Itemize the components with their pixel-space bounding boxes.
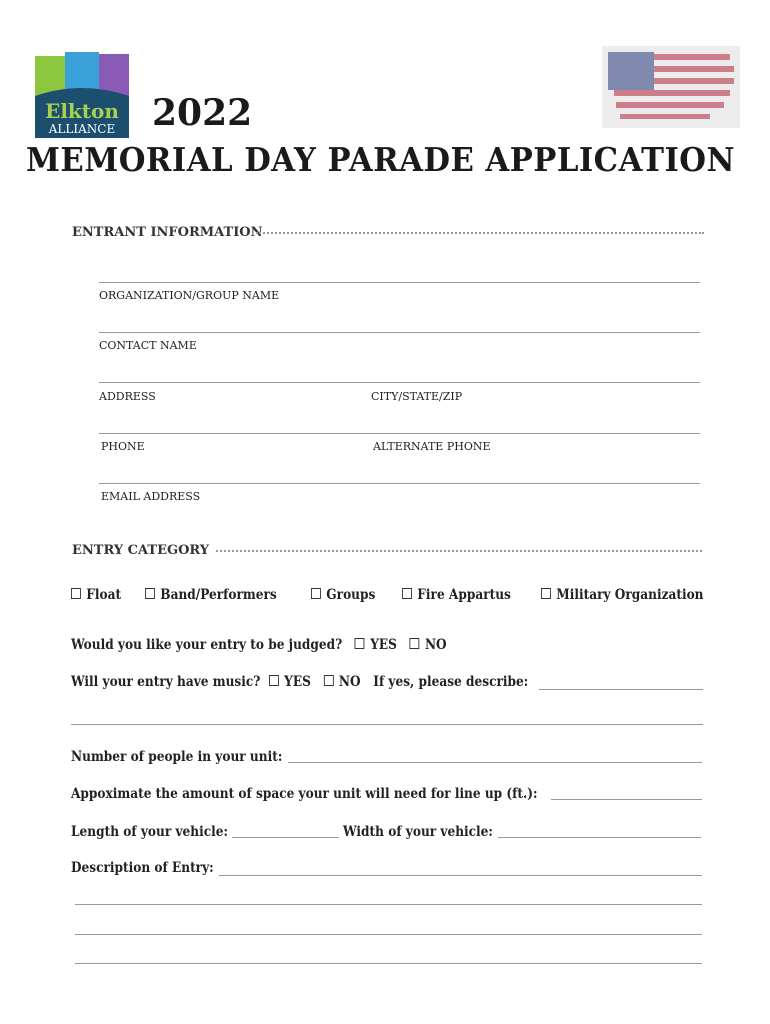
field-line [99, 332, 700, 333]
description-input-2[interactable] [75, 904, 702, 905]
phone-label: PHONE [101, 440, 145, 453]
page-title: MEMORIAL DAY PARADE APPLICATION [26, 140, 736, 179]
length-input[interactable] [232, 837, 339, 838]
category-military[interactable] [541, 587, 704, 603]
description-input-4[interactable] [75, 963, 702, 964]
description-input-3[interactable] [75, 934, 702, 935]
judged-yes-checkbox[interactable] [355, 638, 365, 649]
field-line [99, 282, 700, 283]
space-label: Appoximate the amount of space your unit will need for line up (ft.): [71, 786, 538, 802]
people-label: Number of people in your unit: [71, 749, 283, 765]
category-fire[interactable] [402, 587, 511, 603]
field-line [99, 433, 700, 434]
width-label: Width of your vehicle: [343, 824, 493, 840]
music-no-checkbox[interactable] [324, 675, 334, 686]
elkton-alliance-logo [33, 52, 131, 138]
email-label: EMAIL ADDRESS [101, 490, 201, 503]
option-label: Band/Performers [160, 587, 277, 603]
music-describe-input-2[interactable] [71, 724, 703, 725]
contact-name-label: CONTACT NAME [99, 339, 197, 352]
people-input[interactable] [288, 762, 702, 763]
option-label: Military Organization [556, 587, 704, 603]
svg-text:ALLIANCE: ALLIANCE [48, 122, 116, 136]
category-groups[interactable] [311, 587, 375, 603]
space-input[interactable] [551, 799, 702, 800]
description-input[interactable] [219, 875, 702, 876]
music-describe-label: If yes, please describe: [373, 674, 529, 690]
option-label: Float [86, 587, 122, 603]
year-heading: 2022 [152, 92, 253, 134]
divider [216, 550, 702, 552]
city-state-zip-label: CITY/STATE/ZIP [371, 390, 463, 403]
music-row [71, 674, 528, 690]
music-yes-checkbox[interactable] [269, 675, 279, 686]
field-line [99, 483, 700, 484]
checkbox[interactable] [541, 588, 551, 599]
option-label: Groups [326, 587, 376, 603]
org-name-label: ORGANIZATION/GROUP NAME [99, 289, 280, 302]
option-label: Fire Appartus [417, 587, 511, 603]
yes-label: YES [284, 674, 311, 690]
music-describe-input[interactable] [539, 689, 703, 690]
field-line [99, 382, 700, 383]
no-label: NO [338, 674, 361, 690]
category-float[interactable] [71, 587, 121, 603]
checkbox[interactable] [145, 588, 155, 599]
checkbox[interactable] [311, 588, 321, 599]
entrant-section-heading: ENTRANT INFORMATION [72, 225, 263, 240]
judged-no-checkbox[interactable] [410, 638, 420, 649]
american-flag-image [602, 46, 740, 128]
category-section-heading: ENTRY CATEGORY [72, 543, 210, 558]
category-band[interactable] [145, 587, 277, 603]
judged-question: Would you like your entry to be judged? [71, 637, 343, 653]
svg-text:Elkton: Elkton [45, 99, 119, 123]
checkbox[interactable] [402, 588, 412, 599]
checkbox[interactable] [71, 588, 81, 599]
description-label: Description of Entry: [71, 860, 214, 876]
music-question: Will your entry have music? [71, 674, 261, 690]
yes-label: YES [370, 637, 397, 653]
address-label: ADDRESS [99, 390, 156, 403]
no-label: NO [424, 637, 447, 653]
width-input[interactable] [498, 837, 701, 838]
divider [256, 232, 704, 234]
alternate-phone-label: ALTERNATE PHONE [373, 440, 491, 453]
length-label: Length of your vehicle: [71, 824, 228, 840]
judged-row [71, 637, 447, 653]
